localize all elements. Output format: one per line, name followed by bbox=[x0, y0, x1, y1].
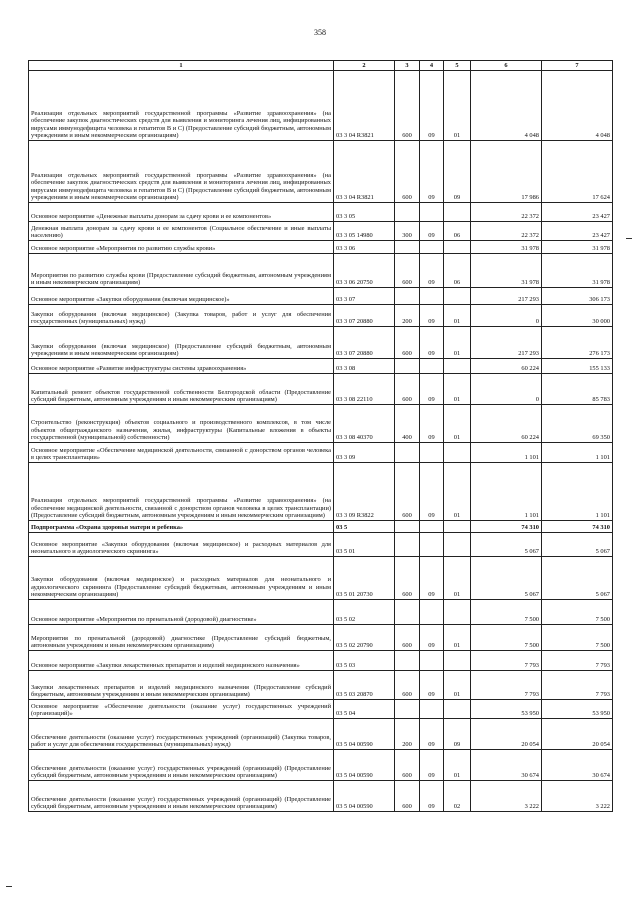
row-description: Закупки лекарственных препаратов и изделий медицинского назначения (Предоставление субсидий бюджетным, автономным учреждениям и иным некоммерческим организациям) bbox=[29, 671, 334, 700]
row-target-code: 03 5 02 bbox=[334, 600, 395, 625]
row-section: 09 bbox=[420, 405, 444, 443]
row-description: Денежная выплата донорам за сдачу крови и ее компонентов (Социальное обеспечение и иные выплаты населению) bbox=[29, 222, 334, 241]
table-row bbox=[29, 719, 613, 750]
row-target-code: 03 3 09 R3822 bbox=[334, 463, 395, 521]
row-amount-year-1: 1 101 bbox=[471, 463, 542, 521]
row-amount-year-1: 30 674 bbox=[471, 750, 542, 781]
table-row bbox=[29, 750, 613, 781]
table-row bbox=[29, 203, 613, 222]
row-amount-year-1: 22 372 bbox=[471, 222, 542, 241]
row-target-code: 03 5 03 bbox=[334, 651, 395, 671]
row-section: 09 bbox=[420, 374, 444, 405]
row-section bbox=[420, 651, 444, 671]
row-amount-year-2: 7 793 bbox=[542, 651, 613, 671]
row-expense-type bbox=[395, 533, 420, 557]
row-subsection bbox=[444, 651, 471, 671]
row-amount-year-1: 7 793 bbox=[471, 651, 542, 671]
row-amount-year-2: 17 624 bbox=[542, 141, 613, 203]
row-expense-type: 600 bbox=[395, 254, 420, 288]
row-description: Реализация отдельных мероприятий государственной программы «Развитие здравоохранения» (на обеспечение медицинской деятельности, связанной с донорством органов человека в целях трансплантации) (Предоставление субсидий бюджетным, автономным учреждениям и иным некоммерческим организациям) bbox=[29, 463, 334, 521]
row-target-code: 03 3 04 R3821 bbox=[334, 71, 395, 141]
row-target-code: 03 5 bbox=[334, 521, 395, 533]
table-row bbox=[29, 557, 613, 600]
row-amount-year-1: 5 067 bbox=[471, 533, 542, 557]
row-target-code: 03 5 04 00590 bbox=[334, 781, 395, 812]
row-expense-type bbox=[395, 288, 420, 305]
table-row bbox=[29, 305, 613, 327]
row-description: Обеспечение деятельности (оказание услуг) государственных учреждений (организаций) (Предоставление субсидий бюджетным, автономным учреждениям и иным некоммерческим организациям) bbox=[29, 781, 334, 812]
margin-mark bbox=[6, 886, 12, 887]
row-amount-year-1: 17 986 bbox=[471, 141, 542, 203]
row-subsection bbox=[444, 241, 471, 254]
row-section: 09 bbox=[420, 463, 444, 521]
margin-mark bbox=[626, 238, 632, 239]
row-amount-year-2: 30 000 bbox=[542, 305, 613, 327]
row-section: 09 bbox=[420, 750, 444, 781]
header-col-2: 2 bbox=[334, 61, 395, 71]
row-amount-year-2: 23 427 bbox=[542, 222, 613, 241]
row-expense-type bbox=[395, 443, 420, 463]
row-description: Реализация отдельных мероприятий государственной программы «Развитие здравоохранения» (на обеспечение закупок диагностических средств для выявления и мониторинга лечения лиц, инфицированных вирусами иммунодефицита человека и гепатитов В и С) (Предоставление субсидий бюджетным, автономным учреждениям и иным некоммерческим организациям) bbox=[29, 71, 334, 141]
row-amount-year-2: 7 793 bbox=[542, 671, 613, 700]
row-subsection bbox=[444, 521, 471, 533]
row-description: Закупки оборудования (включая медицинское) (Предоставление субсидий бюджетным, автономным учреждениям и иным некоммерческим организациям) bbox=[29, 327, 334, 359]
header-col-5: 5 bbox=[444, 61, 471, 71]
row-amount-year-1: 60 224 bbox=[471, 359, 542, 374]
table-row bbox=[29, 374, 613, 405]
table-body bbox=[29, 71, 613, 812]
row-target-code: 03 3 08 22110 bbox=[334, 374, 395, 405]
row-amount-year-1: 3 222 bbox=[471, 781, 542, 812]
row-subsection: 01 bbox=[444, 327, 471, 359]
row-subsection bbox=[444, 700, 471, 719]
row-expense-type: 600 bbox=[395, 141, 420, 203]
row-section bbox=[420, 241, 444, 254]
row-amount-year-2: 5 067 bbox=[542, 557, 613, 600]
row-expense-type: 600 bbox=[395, 557, 420, 600]
row-target-code: 03 3 05 bbox=[334, 203, 395, 222]
row-subsection: 06 bbox=[444, 222, 471, 241]
row-amount-year-2: 1 101 bbox=[542, 463, 613, 521]
row-expense-type: 600 bbox=[395, 327, 420, 359]
header-col-6: 6 bbox=[471, 61, 542, 71]
row-expense-type bbox=[395, 241, 420, 254]
row-subsection: 01 bbox=[444, 463, 471, 521]
table-row bbox=[29, 625, 613, 651]
row-section: 09 bbox=[420, 625, 444, 651]
row-amount-year-2: 276 173 bbox=[542, 327, 613, 359]
row-description: Основное мероприятие «Мероприятия по пренатальной (дородовой) диагностике» bbox=[29, 600, 334, 625]
row-expense-type: 600 bbox=[395, 625, 420, 651]
row-expense-type bbox=[395, 521, 420, 533]
row-subsection: 01 bbox=[444, 305, 471, 327]
row-target-code: 03 3 07 20880 bbox=[334, 327, 395, 359]
row-amount-year-2: 20 054 bbox=[542, 719, 613, 750]
row-amount-year-1: 74 310 bbox=[471, 521, 542, 533]
row-section: 09 bbox=[420, 719, 444, 750]
row-section bbox=[420, 359, 444, 374]
row-target-code: 03 5 04 bbox=[334, 700, 395, 719]
row-expense-type bbox=[395, 600, 420, 625]
row-expense-type: 600 bbox=[395, 374, 420, 405]
row-section bbox=[420, 533, 444, 557]
table-row bbox=[29, 700, 613, 719]
row-section: 09 bbox=[420, 141, 444, 203]
row-subsection: 01 bbox=[444, 405, 471, 443]
row-amount-year-1: 4 048 bbox=[471, 71, 542, 141]
row-description: Мероприятия по пренатальной (дородовой) диагностике (Предоставление субсидий бюджетным, автономным учреждениям и иным некоммерческим организациям) bbox=[29, 625, 334, 651]
row-amount-year-2: 69 350 bbox=[542, 405, 613, 443]
header-col-1: 1 bbox=[29, 61, 334, 71]
row-section bbox=[420, 700, 444, 719]
table-header-row bbox=[29, 61, 613, 71]
row-subsection: 06 bbox=[444, 254, 471, 288]
row-amount-year-1: 1 101 bbox=[471, 443, 542, 463]
row-target-code: 03 3 07 20880 bbox=[334, 305, 395, 327]
row-amount-year-1: 7 500 bbox=[471, 600, 542, 625]
table-row bbox=[29, 533, 613, 557]
row-subsection: 01 bbox=[444, 625, 471, 651]
table-row bbox=[29, 671, 613, 700]
row-target-code: 03 3 06 20750 bbox=[334, 254, 395, 288]
row-description: Реализация отдельных мероприятий государственной программы «Развитие здравоохранения» (на обеспечение закупок диагностических средств для выявления и мониторинга лечения лиц, инфицированных вирусами иммунодефицита человека и гепатитов В и С) (Предоставление субсидий бюджетным, автономным учреждениям и иным некоммерческим организациям) bbox=[29, 141, 334, 203]
row-amount-year-2: 155 133 bbox=[542, 359, 613, 374]
row-description: Обеспечение деятельности (оказание услуг) государственных учреждений (организаций) (Предоставление субсидий бюджетным, автономным учреждениям и иным некоммерческим организациям) bbox=[29, 750, 334, 781]
row-target-code: 03 3 08 40370 bbox=[334, 405, 395, 443]
row-target-code: 03 5 01 bbox=[334, 533, 395, 557]
table-row bbox=[29, 443, 613, 463]
row-section: 09 bbox=[420, 671, 444, 700]
row-subsection: 01 bbox=[444, 71, 471, 141]
row-amount-year-1: 53 950 bbox=[471, 700, 542, 719]
table-row bbox=[29, 521, 613, 533]
table-row bbox=[29, 359, 613, 374]
row-amount-year-2: 30 674 bbox=[542, 750, 613, 781]
row-amount-year-2: 306 173 bbox=[542, 288, 613, 305]
row-subsection: 02 bbox=[444, 781, 471, 812]
row-target-code: 03 3 05 14980 bbox=[334, 222, 395, 241]
row-target-code: 03 5 02 20790 bbox=[334, 625, 395, 651]
row-section: 09 bbox=[420, 327, 444, 359]
row-expense-type: 600 bbox=[395, 671, 420, 700]
row-target-code: 03 5 01 20730 bbox=[334, 557, 395, 600]
header-col-7: 7 bbox=[542, 61, 613, 71]
row-description: Строительство (реконструкция) объектов социального и производственного комплексов, в том числе объектов общегражданского назначения, жилья, инфраструктуры (Капитальные вложения в объекты государственной (муниципальной) собственности) bbox=[29, 405, 334, 443]
header-col-3: 3 bbox=[395, 61, 420, 71]
row-expense-type: 600 bbox=[395, 750, 420, 781]
row-expense-type: 600 bbox=[395, 71, 420, 141]
row-description: Подпрограмма «Охрана здоровья матери и ребенка» bbox=[29, 521, 334, 533]
table-row bbox=[29, 600, 613, 625]
table-row bbox=[29, 327, 613, 359]
row-subsection bbox=[444, 203, 471, 222]
row-expense-type: 300 bbox=[395, 222, 420, 241]
table-row bbox=[29, 651, 613, 671]
table-row bbox=[29, 781, 613, 812]
row-amount-year-2: 7 500 bbox=[542, 600, 613, 625]
row-subsection: 01 bbox=[444, 374, 471, 405]
row-target-code: 03 3 07 bbox=[334, 288, 395, 305]
row-description: Закупки оборудования (включая медицинское) (Закупка товаров, работ и услуг для обеспечения государственных (муниципальных) нужд) bbox=[29, 305, 334, 327]
row-amount-year-1: 0 bbox=[471, 374, 542, 405]
row-amount-year-1: 0 bbox=[471, 305, 542, 327]
table-row bbox=[29, 71, 613, 141]
row-description: Мероприятия по развитию службы крови (Предоставление субсидий бюджетным, автономным учреждениям и иным некоммерческим организациям) bbox=[29, 254, 334, 288]
table-row bbox=[29, 241, 613, 254]
row-expense-type: 600 bbox=[395, 781, 420, 812]
row-section: 09 bbox=[420, 557, 444, 600]
row-subsection: 09 bbox=[444, 141, 471, 203]
row-amount-year-1: 31 978 bbox=[471, 241, 542, 254]
row-expense-type: 200 bbox=[395, 305, 420, 327]
row-description: Основное мероприятие «Мероприятия по развитию службы крови» bbox=[29, 241, 334, 254]
row-amount-year-2: 53 950 bbox=[542, 700, 613, 719]
row-description: Основное мероприятие «Закупки лекарственных препаратов и изделий медицинского назначения» bbox=[29, 651, 334, 671]
row-amount-year-2: 31 978 bbox=[542, 241, 613, 254]
row-subsection: 09 bbox=[444, 719, 471, 750]
row-description: Основное мероприятие «Развитие инфраструктуры системы здравоохранения» bbox=[29, 359, 334, 374]
row-target-code: 03 5 03 20870 bbox=[334, 671, 395, 700]
row-description: Основное мероприятие «Закупки оборудования (включая медицинское) и расходных материалов для неонатального и аудиологического скрининга» bbox=[29, 533, 334, 557]
row-amount-year-2: 31 978 bbox=[542, 254, 613, 288]
row-amount-year-1: 22 372 bbox=[471, 203, 542, 222]
row-section: 09 bbox=[420, 305, 444, 327]
row-amount-year-2: 3 222 bbox=[542, 781, 613, 812]
row-amount-year-1: 7 500 bbox=[471, 625, 542, 651]
row-section: 09 bbox=[420, 71, 444, 141]
page-number: 358 bbox=[314, 28, 326, 37]
row-amount-year-2: 7 500 bbox=[542, 625, 613, 651]
row-subsection bbox=[444, 359, 471, 374]
row-amount-year-1: 7 793 bbox=[471, 671, 542, 700]
row-amount-year-2: 85 783 bbox=[542, 374, 613, 405]
row-amount-year-2: 5 067 bbox=[542, 533, 613, 557]
table-row bbox=[29, 463, 613, 521]
row-amount-year-1: 217 293 bbox=[471, 327, 542, 359]
row-expense-type: 600 bbox=[395, 463, 420, 521]
row-section bbox=[420, 443, 444, 463]
row-section: 09 bbox=[420, 254, 444, 288]
row-subsection: 01 bbox=[444, 671, 471, 700]
row-description: Основное мероприятие «Обеспечение деятельности (оказание услуг) государственных учреждений (организаций)» bbox=[29, 700, 334, 719]
row-target-code: 03 3 09 bbox=[334, 443, 395, 463]
row-amount-year-1: 31 978 bbox=[471, 254, 542, 288]
table-row bbox=[29, 254, 613, 288]
row-subsection: 01 bbox=[444, 557, 471, 600]
row-subsection: 01 bbox=[444, 750, 471, 781]
row-section: 09 bbox=[420, 781, 444, 812]
row-amount-year-1: 5 067 bbox=[471, 557, 542, 600]
row-expense-type bbox=[395, 651, 420, 671]
row-amount-year-2: 4 048 bbox=[542, 71, 613, 141]
row-section bbox=[420, 203, 444, 222]
row-description: Основное мероприятие «Обеспечение медицинской деятельности, связанной с донорством органов человека в целях трансплантации» bbox=[29, 443, 334, 463]
row-subsection bbox=[444, 443, 471, 463]
row-amount-year-2: 74 310 bbox=[542, 521, 613, 533]
table-row bbox=[29, 141, 613, 203]
row-amount-year-1: 20 054 bbox=[471, 719, 542, 750]
budget-table bbox=[28, 60, 613, 812]
header-col-4: 4 bbox=[420, 61, 444, 71]
row-amount-year-1: 217 293 bbox=[471, 288, 542, 305]
row-section bbox=[420, 288, 444, 305]
table-row bbox=[29, 405, 613, 443]
row-target-code: 03 3 08 bbox=[334, 359, 395, 374]
row-expense-type bbox=[395, 359, 420, 374]
row-amount-year-1: 60 224 bbox=[471, 405, 542, 443]
row-description: Основное мероприятие «Закупки оборудования (включая медицинское)» bbox=[29, 288, 334, 305]
row-expense-type: 400 bbox=[395, 405, 420, 443]
row-description: Капитальный ремонт объектов государственной собственности Белгородской области (Предоставление субсидий бюджетным, автономным учреждениям и иным некоммерческим организациям) bbox=[29, 374, 334, 405]
table-row bbox=[29, 222, 613, 241]
row-expense-type bbox=[395, 700, 420, 719]
row-target-code: 03 3 04 R3821 bbox=[334, 141, 395, 203]
row-section bbox=[420, 521, 444, 533]
row-description: Обеспечение деятельности (оказание услуг) государственных учреждений (организаций) (Закупка товаров, работ и услуг для обеспечения государственных (муниципальных) нужд) bbox=[29, 719, 334, 750]
row-subsection bbox=[444, 288, 471, 305]
row-target-code: 03 5 04 00590 bbox=[334, 719, 395, 750]
row-amount-year-2: 1 101 bbox=[542, 443, 613, 463]
row-subsection bbox=[444, 533, 471, 557]
row-expense-type: 200 bbox=[395, 719, 420, 750]
row-section bbox=[420, 600, 444, 625]
row-target-code: 03 5 04 00590 bbox=[334, 750, 395, 781]
row-expense-type bbox=[395, 203, 420, 222]
table-row bbox=[29, 288, 613, 305]
row-description: Основное мероприятие «Денежные выплаты донорам за сдачу крови и ее компонентов» bbox=[29, 203, 334, 222]
row-target-code: 03 3 06 bbox=[334, 241, 395, 254]
row-subsection bbox=[444, 600, 471, 625]
row-section: 09 bbox=[420, 222, 444, 241]
row-amount-year-2: 23 427 bbox=[542, 203, 613, 222]
row-description: Закупки оборудования (включая медицинское) и расходных материалов для неонатального и аудиологического скрининга (Предоставление субсидий бюджетным, автономным учреждениям и иным некоммерческим организациям) bbox=[29, 557, 334, 600]
